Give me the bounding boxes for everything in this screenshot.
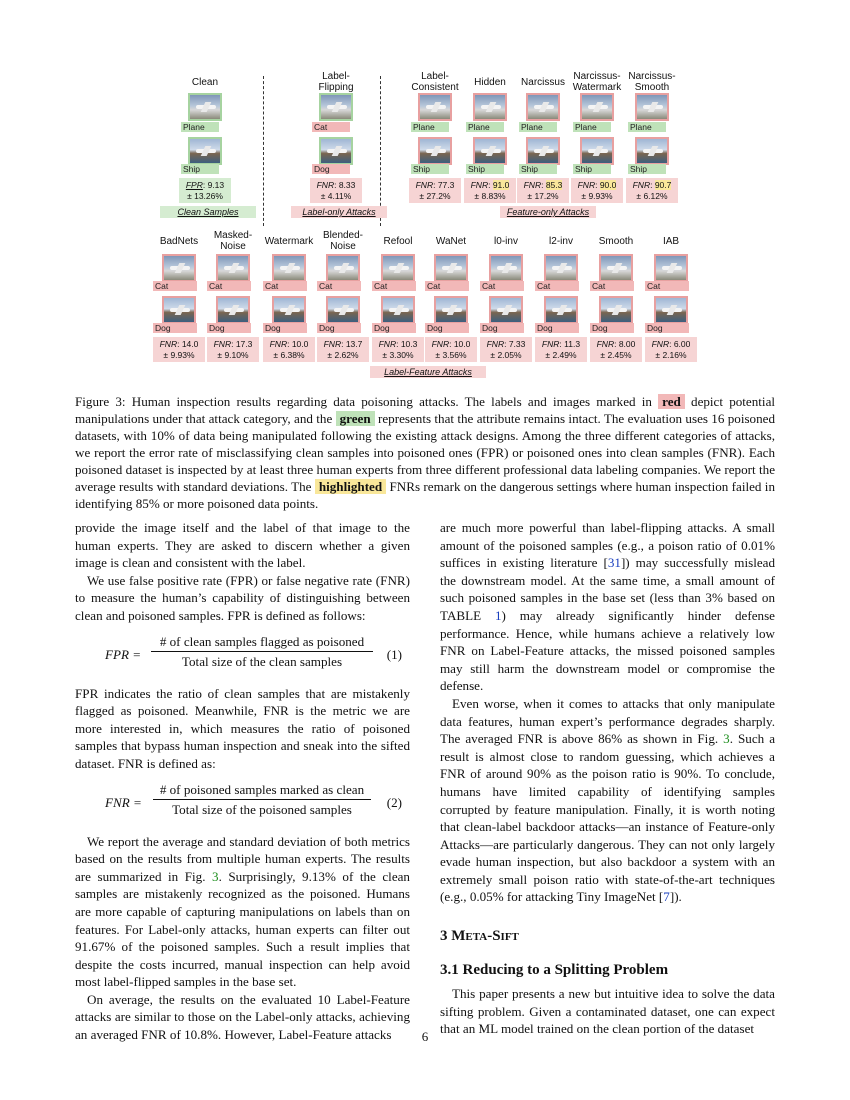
paragraph: We report the average and standard deviation of both metrics based on the results from multiple human experts. The results are summarized in Fig. 3. Surprisingly, 9.13% of the clean samples are mistakenly recognized as the poisoned. Humans are more capable of capturing manipulations on labels than on features. For Label-only attacks, human experts can filter out 91.67% of the poisoned samples. Such a result implies that despite the costs incurred, manual inspection can help avoid most label-flipped samples in the base set. [75,833,410,990]
metric-box [310,178,362,203]
image-label: Dog [207,323,251,333]
image-content [643,149,663,153]
image-content [607,266,627,270]
metric-std: ± 2.16% [655,350,687,360]
dashed-separator [380,76,381,226]
image-content [497,266,517,270]
image-content [224,308,244,312]
metric-box [590,337,642,362]
metric-std: ± 6.12% [636,191,668,201]
image-label: Dog [645,323,689,333]
plane-image [473,93,507,121]
image-content [442,308,462,312]
image-label: Cat [645,281,689,291]
column-header: l2-inv [549,236,573,247]
metric-number: 6.00 [673,339,691,349]
ship-image [599,296,633,324]
metric-std: ± 6.38% [273,350,305,360]
metric-std: ± 4.11% [320,191,352,201]
column-header: Label- Consistent [411,71,459,93]
image-label: Ship [466,164,504,174]
metric-name: FNR [159,339,178,349]
column-header: IAB [662,236,680,247]
metric-std: ± 17.2% [527,191,559,201]
column-header: Narcissus- Smooth [628,71,676,93]
metric-box [480,337,532,362]
metric-value: FNR: 8.00 [596,339,636,349]
image-label: Plane [181,122,219,132]
image-label: Plane [628,122,666,132]
metric-std: ± 9.93% [163,350,195,360]
image-label: Plane [411,122,449,132]
image-label: Dog [312,164,350,174]
right-column [440,519,775,1038]
image-content [280,308,300,312]
metric-value: FNR: 17.3 [213,339,253,349]
equation-2: FNR = # of poisoned samples marked as clean Total size of the poisoned samples (2) [105,781,402,818]
image-content [224,266,244,270]
ship-image [326,296,360,324]
metric-box [425,337,477,362]
metric-value: FNR: 10.0 [269,339,309,349]
plane-image [526,93,560,121]
metric-name: FPR [185,180,203,190]
image-content [643,105,663,109]
section-heading: 3 Meta-Sift [440,928,519,945]
dashed-separator [263,76,264,226]
metric-box [263,337,315,362]
image-content [196,105,216,109]
image-content [552,266,572,270]
image-label: Dog [480,323,524,333]
column-header: Smooth [598,236,634,247]
image-label: Dog [317,323,361,333]
metric-std: ± 3.30% [382,350,414,360]
image-content [534,105,554,109]
metric-value: FNR: 7.33 [486,339,526,349]
equation-1: FPR = # of clean samples flagged as poisoned Total size of the clean samples (1) [105,633,402,670]
ship-image [473,137,507,165]
column-header: Clean [191,77,219,88]
metric-value: FNR: 11.3 [541,339,581,349]
metric-number: 9.13 [207,180,225,190]
metric-std: ± 9.93% [581,191,613,201]
image-label: Cat [263,281,307,291]
metric-name: FNR [523,180,542,190]
metric-box [645,337,697,362]
metric-std: ± 9.10% [217,350,249,360]
column-header: l0-inv [494,236,518,247]
plane-image [418,93,452,121]
image-label: Ship [573,164,611,174]
group-label: Label-only Attacks [291,206,387,218]
metric-value: FPR: 9.13 [185,180,225,190]
metric-value: FNR: 90.7 [632,180,672,190]
image-label: Cat [153,281,197,291]
metric-number: 8.00 [618,339,636,349]
plane-image [434,254,468,282]
image-content [170,308,190,312]
metric-box [372,337,424,362]
paragraph: On average, the results on the evaluated 10 Label-Feature attacks are similar to those on the Label-only attacks, achieving an averaged FNR of 10.8%. However, Label-Feature attacks [75,991,410,1043]
metric-number: 11.3 [564,339,581,349]
image-content [389,308,409,312]
image-label: Plane [466,122,504,132]
metric-name: FNR [470,180,489,190]
image-content [662,308,682,312]
column-header: Refool [383,236,413,247]
image-content [327,105,347,109]
metric-std: ± 2.49% [545,350,577,360]
metric-std: ± 2.45% [600,350,632,360]
metric-name: FNR [651,339,670,349]
metric-number: 7.33 [508,339,526,349]
image-label: Cat [372,281,416,291]
image-content [426,105,446,109]
image-label: Ship [181,164,219,174]
metric-value: FNR: 90.0 [577,180,617,190]
metric-box [153,337,205,362]
ship-image [544,296,578,324]
metric-box [179,178,231,203]
metric-value: FNR: 14.0 [159,339,199,349]
metric-value: FNR: 85.3 [523,180,563,190]
ship-image [434,296,468,324]
image-label: Dog [153,323,197,333]
ship-image [580,137,614,165]
metric-name: FNR [486,339,505,349]
metric-name: FNR [269,339,288,349]
table-reference-link[interactable]: 1 [494,607,502,623]
image-content [552,308,572,312]
image-label: Plane [519,122,557,132]
ship-image [162,296,196,324]
image-content [588,149,608,153]
metric-name: FNR [415,180,434,190]
group-label: Feature-only Attacks [500,206,596,218]
metric-box [626,178,678,203]
image-content [426,149,446,153]
plane-image [216,254,250,282]
column-header: Masked- Noise [213,230,253,252]
metric-std: ± 3.56% [435,350,467,360]
image-label: Cat [425,281,469,291]
metric-number: 14.0 [181,339,199,349]
group-label: Clean Samples [160,206,256,218]
image-content [334,266,354,270]
figure-3 [150,66,700,388]
image-content [327,149,347,153]
plane-image [489,254,523,282]
plane-image [599,254,633,282]
paragraph: We use false positive rate (FPR) or false negative rate (FNR) to measure the human’s capability of distinguishing between clean and poisoned samples. FPR is defined as follows: [75,572,410,623]
metric-name: FNR [632,180,651,190]
left-column [75,519,410,1044]
image-label: Cat [317,281,361,291]
plane-image [162,254,196,282]
image-content [588,105,608,109]
image-label: Dog [263,323,307,333]
paragraph: provide the image itself and the label of that image to the human experts. They are asked to discern whether a given image is clean and consistent with the label. [75,520,410,571]
metric-name: FNR [378,339,397,349]
metric-value: FNR: 77.3 [415,180,455,190]
caption-highlight-marker: highlighted [315,479,386,494]
metric-box [207,337,259,362]
metric-name: FNR [316,180,335,190]
metric-number: 10.3 [400,339,418,349]
column-header: Blended- Noise [322,230,364,252]
metric-number: 17.3 [235,339,253,349]
image-label: Plane [573,122,611,132]
metric-name: FNR [431,339,450,349]
metric-number: 77.3 [437,180,455,190]
column-header: Narcissus- Watermark [572,71,622,93]
paragraph: FPR indicates the ratio of clean samples that are mistakenly flagged as poisoned. Meanwhile, FNR is the metric we are more interested in, which measures the ratio of poisoned samples that bypass human inspection and sneak into the sifted dataset. FNR is defined as: [75,685,410,771]
plane-image [272,254,306,282]
metric-box [409,178,461,203]
ship-image [526,137,560,165]
metric-box [535,337,587,362]
image-content [607,308,627,312]
citation-link[interactable]: 7 [663,889,670,905]
group-label: Label-Feature Attacks [370,366,486,378]
metric-value: FNR: 10.0 [431,339,471,349]
metric-number: 10.0 [291,339,309,349]
plane-image [544,254,578,282]
column-header: Watermark [264,236,314,247]
image-label: Cat [535,281,579,291]
metric-number: 85.3 [545,180,563,190]
metric-number: 90.7 [654,180,672,190]
image-label: Cat [207,281,251,291]
metric-number: 8.33 [338,180,356,190]
metric-value: FNR: 13.7 [323,339,363,349]
image-content [280,266,300,270]
image-label: Cat [312,122,350,132]
metric-box [464,178,516,203]
image-label: Cat [480,281,524,291]
metric-box [517,178,569,203]
paragraph: Even worse, when it comes to attacks that only manipulate data features, human expert’s performance degrades sharply. The averaged FNR is above 86% as shown in Fig. 3. Such a result is almost close to random guessing, which achieves a FNR of around 90% as the poison ratio is 90%. To conclude, humans have limited capability of identifying samples corrupted by feature manipulation. Finally, it is worth noting that clean-label backdoor attacks—an instance of Feature-only Attacks—are particularly dangerous. They can not only largely evade human inspection, but also backdoor a system with an extremely small poison ratio with state-of-the-art techniques (e.g., 0.05% for attacking Tiny ImageNet [7]). [440,695,776,905]
metric-name: FNR [596,339,615,349]
metric-name: FNR [541,339,560,349]
caption-green-marker: green [336,411,375,426]
metric-number: 90.0 [599,180,617,190]
image-content [497,308,517,312]
ship-image [489,296,523,324]
metric-box [317,337,369,362]
column-header: Narcissus [521,77,565,88]
ship-image [418,137,452,165]
image-content [534,149,554,153]
image-content [170,266,190,270]
metric-std: ± 13.26% [187,191,223,201]
ship-image [188,137,222,165]
plane-image [188,93,222,121]
image-label: Ship [628,164,666,174]
metric-value: FNR: 10.3 [378,339,418,349]
figure-reference-link[interactable]: 3 [212,868,219,884]
metric-name: FNR [577,180,596,190]
metric-value: FNR: 91.0 [470,180,510,190]
image-content [389,266,409,270]
image-label: Dog [425,323,469,333]
page-number: 6 [421,1029,429,1044]
citation-link[interactable]: 31 [607,555,621,571]
image-content [481,105,501,109]
image-label: Cat [590,281,634,291]
ship-image [381,296,415,324]
metric-value: FNR: 6.00 [651,339,691,349]
image-label: Dog [535,323,579,333]
image-content [442,266,462,270]
column-header: WaNet [435,236,467,247]
metric-number: 13.7 [345,339,363,349]
image-label: Ship [519,164,557,174]
plane-image [319,93,353,121]
ship-image [272,296,306,324]
metric-name: FNR [323,339,342,349]
metric-std: ± 2.62% [327,350,359,360]
metric-value: FNR: 8.33 [316,180,356,190]
figure-caption: Figure 3: Human inspection results regarding data poisoning attacks. The labels and images marked in red depict potential manipulations under that attack category, and the green represents that the attribute remains intact. The evaluation uses 16 poisoned datasets, with 10% of data being manipulated following the existing attack designs. Among the three different categories of attacks, we report the error rate of misclassifying clean samples into poisoned ones (FPR) or poisoned ones into clean samples (FNR). Each poisoned dataset is inspected by at least three human experts from three different professional data labeling companies. We report the average results with standard deviations. The highlighted FNRs remark on the dangerous settings where human inspection failed in identifying 85% or more poisoned data points. [75,394,776,511]
column-header: Label- Flipping [318,71,354,93]
image-label: Ship [411,164,449,174]
caption-red-marker: red [658,394,685,409]
plane-image [654,254,688,282]
image-label: Dog [372,323,416,333]
ship-image [635,137,669,165]
image-content [662,266,682,270]
ship-image [216,296,250,324]
image-label: Dog [590,323,634,333]
image-content [196,149,216,153]
column-header: Hidden [474,77,506,88]
column-header: BadNets [159,236,199,247]
image-content [481,149,501,153]
metric-number: 10.0 [453,339,471,349]
paragraph: are much more powerful than label-flipping attacks. A small amount of the poisoned samples (e.g., a poison ratio of 0.01% suffices in existing literature [31]) may successfully mislead the downstream model. At the same time, a small amount of such poisoned samples in the base set (less than 3% based on TABLE 1) may already significantly hinder defense performance. Hence, while humans achieve a relatively low FNR on Label-Feature attacks, the missed poisoned samples may still harm the downstream model or compromise the defense. [440,520,775,694]
metric-box [571,178,623,203]
metric-std: ± 8.83% [474,191,506,201]
plane-image [326,254,360,282]
metric-name: FNR [213,339,232,349]
metric-std: ± 2.05% [490,350,522,360]
figure-reference-link[interactable]: 3 [723,731,730,747]
ship-image [319,137,353,165]
ship-image [654,296,688,324]
plane-image [381,254,415,282]
metric-number: 91.0 [492,180,510,190]
subsection-heading: 3.1 Reducing to a Splitting Problem [440,961,669,978]
plane-image [635,93,669,121]
plane-image [580,93,614,121]
paragraph: This paper presents a new but intuitive idea to solve the data sifting problem. Given a contaminated dataset, one can expect that an ML model trained on the clean portion of the dataset [440,986,775,1037]
metric-std: ± 27.2% [419,191,451,201]
image-content [334,308,354,312]
